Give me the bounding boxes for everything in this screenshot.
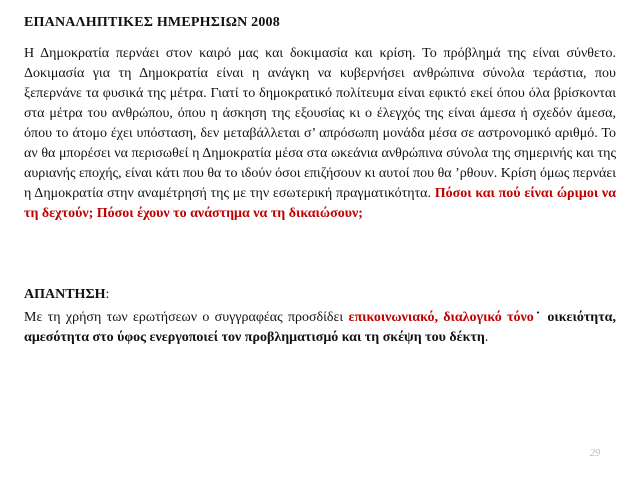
answer-mid: ˙ οικειότητα, αμεσότητα στο ύφος <box>24 310 616 345</box>
answer-intro: Με τη χρήση των ερωτήσεων ο συγγραφέας προσδίδει <box>24 310 349 325</box>
page-title: ΕΠΑΝΑΛΗΠΤΙΚΕΣ ΗΜΕΡΗΣΙΩΝ 2008 <box>24 15 280 30</box>
answer-heading-text: ΑΠΑΝΤΗΣΗ <box>24 287 106 302</box>
answer-paragraph <box>24 308 616 348</box>
passage-text: Η Δημοκρατία περνάει στον καιρό μας και δοκιμασία και κρίση. Το πρόβλημά της είναι σύνθετο. Δοκιμασία για τη Δημοκρατία είναι η ανάγκη να κυβερνήσει ανθρώπινα σύνολα τεράστια, που ξεπερνάνε τα φυσικά της μέτρα. Γιατί το δημοκρατικό πολίτευμα είναι εφικτό εκεί όπου όλα βρίσκονται στα μέτρα του ανθρώπου, όπου η άσκηση της εξουσίας κι ο έλεγχός της είναι άμεσα ή σχεδόν άμεσα, όπου το άτομο έχει υπόσταση, δεν μεταβάλλεται σ’ απρόσωπη μονάδα μέσα σε αστρονομικό αριθμό. Το αν θα μπορέσει να περισωθεί η Δημοκρατία μέσα στα ωκεάνια ανθρώπινα σύνολα της σημερινής και της αυριανής εποχής, είναι κάτι που θα το ιδούν όσοι επιζήσουν κι αυτοί που θα ’ρθουν. Κρίση όμως περνάει η Δημοκρατία στην αναμέτρησή της με την εσωτερική πραγματικότητα. <box>24 46 616 201</box>
page-number: 29 <box>590 448 600 459</box>
passage-highlight: Πόσοι και πού είναι ώριμοι να τη δεχτούν; Πόσοι έχουν το ανάστημα να τη δικαιώσουν; <box>24 186 617 221</box>
answer-tail: ενεργοποιεί τον προβληματισμό και τη σκέψη του δέκτη <box>146 330 485 345</box>
answer-highlight: επικοινωνιακό, διαλογικό τόνο <box>348 310 534 325</box>
answer-end: . <box>484 330 489 345</box>
answer-heading-colon: : <box>105 287 110 302</box>
answer-heading <box>24 287 109 303</box>
passage-paragraph <box>24 44 616 224</box>
